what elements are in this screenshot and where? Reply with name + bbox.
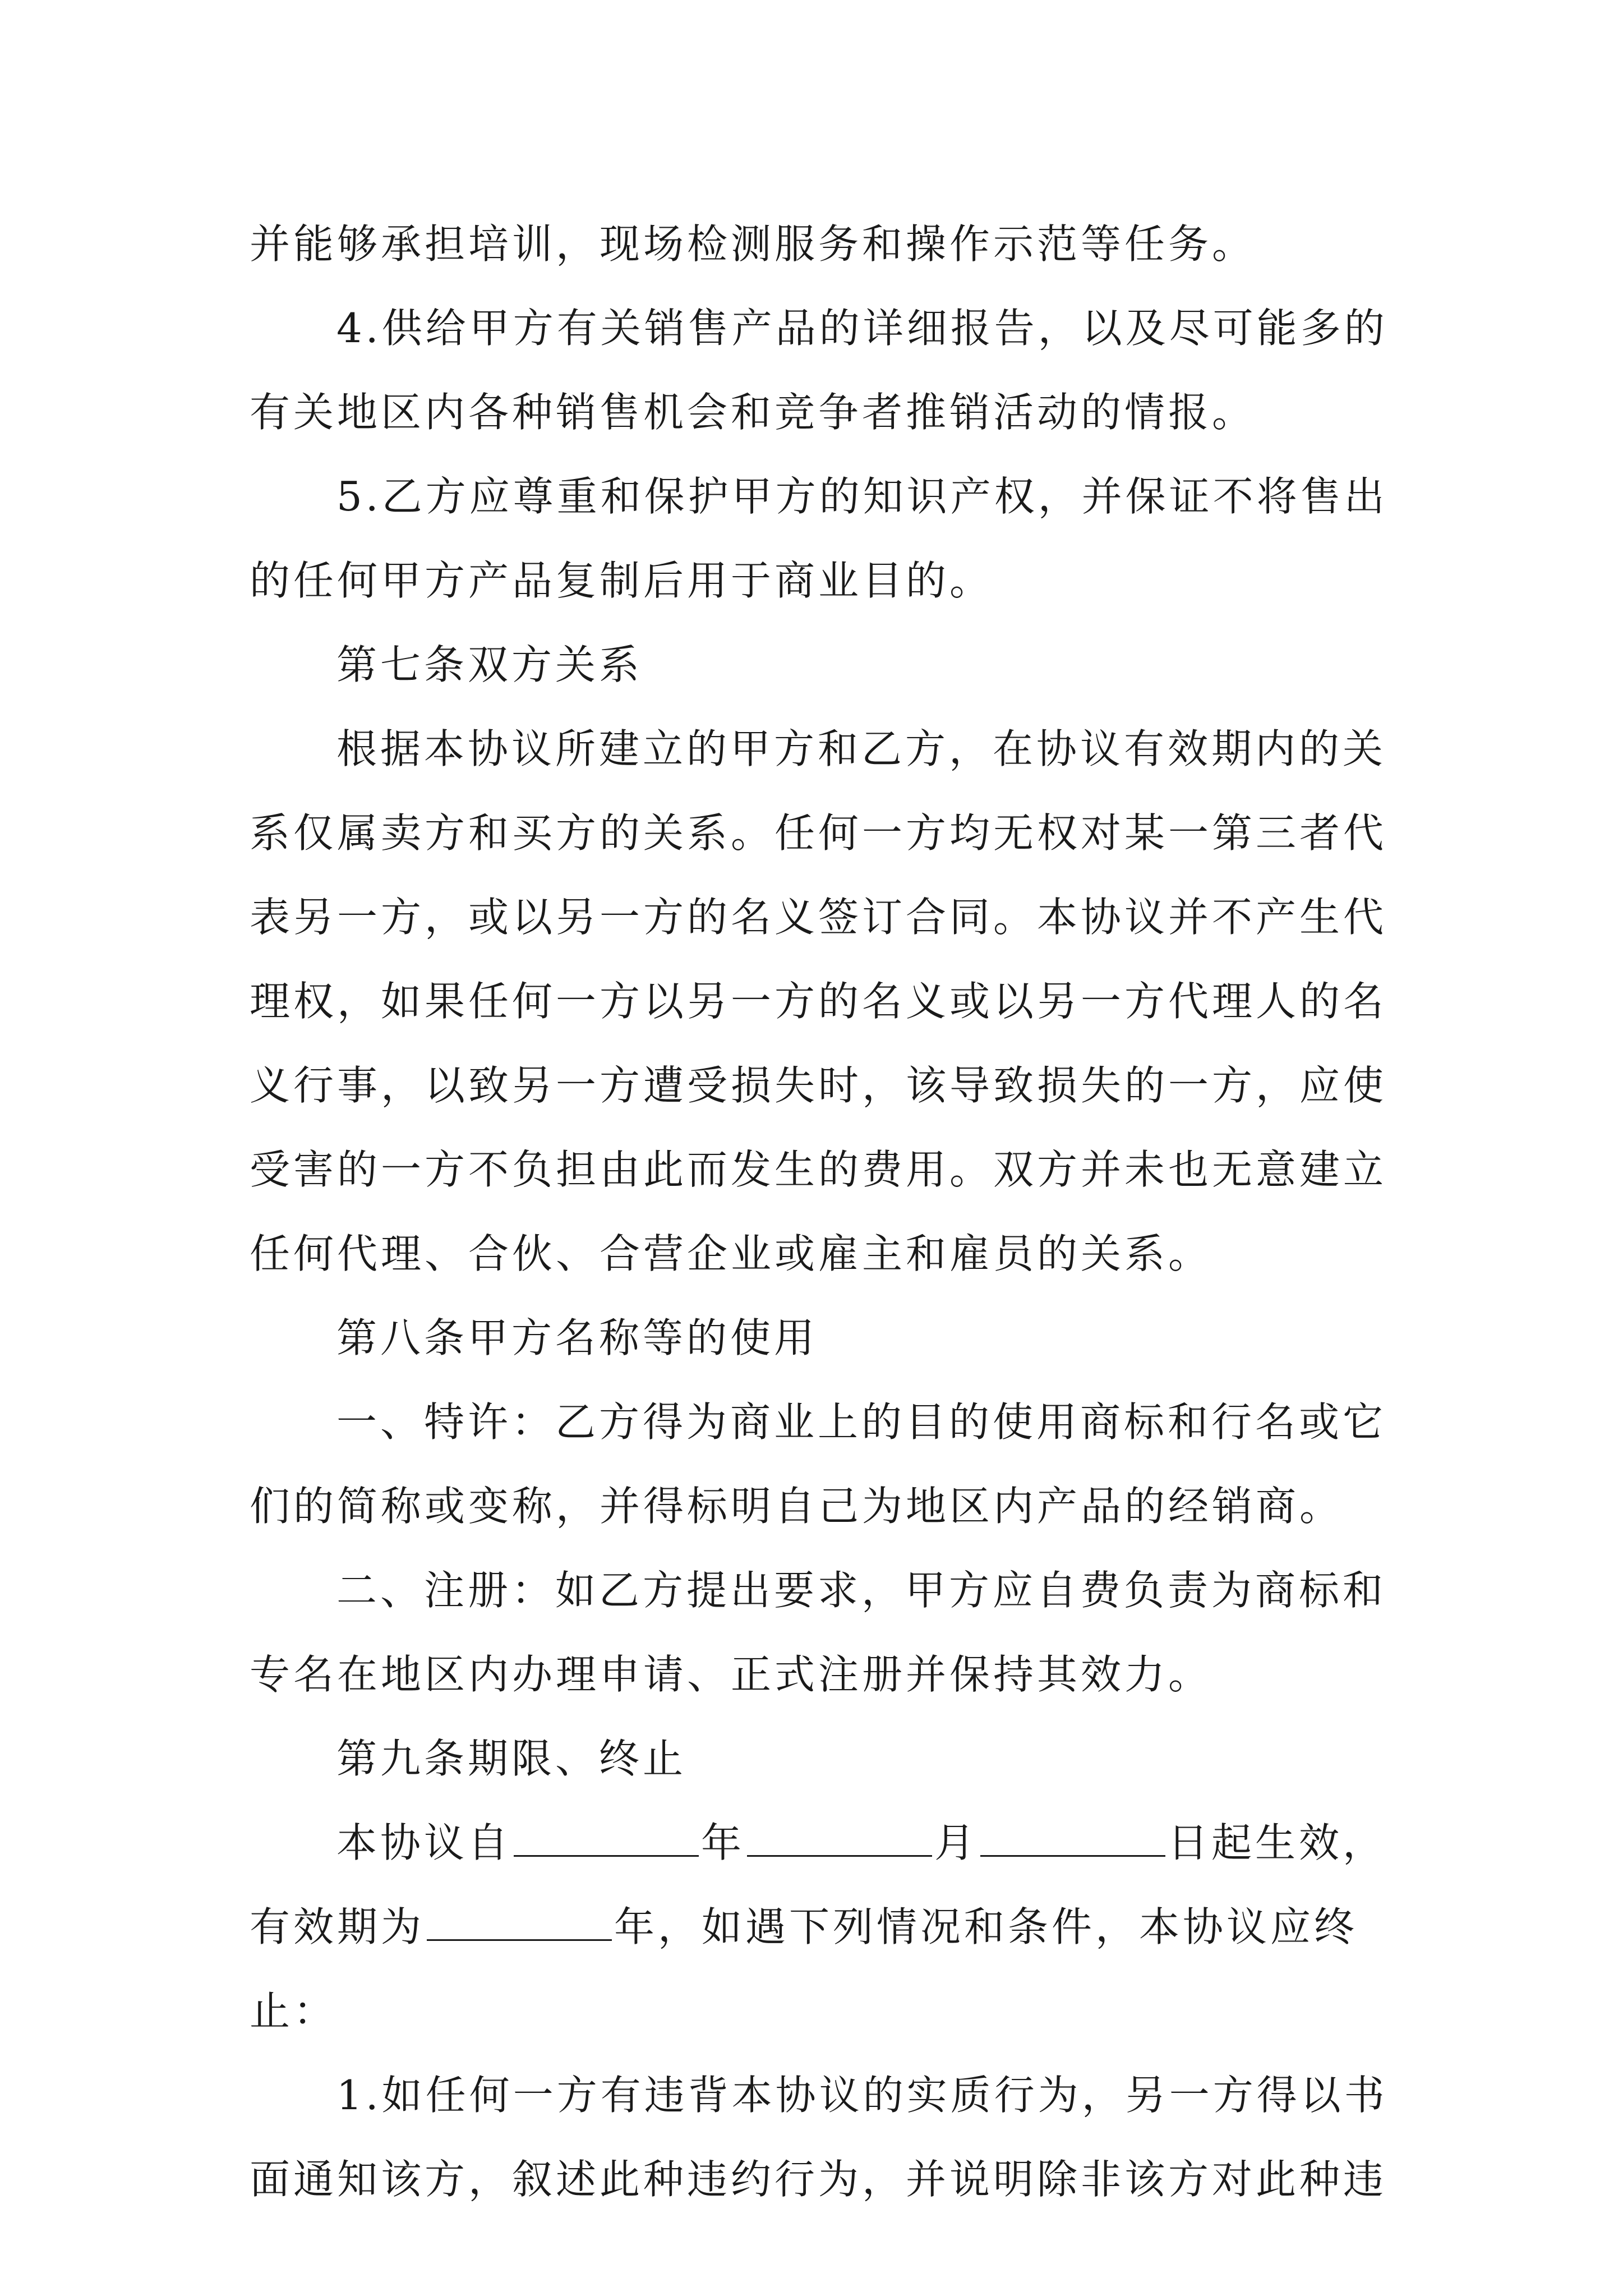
month-label: 月 (934, 1819, 979, 1866)
paragraph-line: 一、特许：乙方得为商业上的目的使用商标和行名或它 (336, 1398, 1387, 1446)
year-blank (514, 1852, 699, 1857)
paragraph-line: 的任何甲方产品复制后用于商业目的。 (250, 557, 994, 604)
paragraph-line: 二、注册：如乙方提出要求，甲方应自费负责为商标和 (336, 1567, 1387, 1614)
paragraph-line: 面通知该方，叙述此种违约行为，并说明除非该方对此种违 (250, 2156, 1387, 2203)
term-suffix: 年，如遇下列情况和条件，本协议应终 (614, 1903, 1358, 1950)
section-heading: 第七条双方关系 (336, 641, 643, 688)
term-blank (427, 1936, 612, 1941)
paragraph-line: 5.乙方应尊重和保护甲方的知识产权，并保证不将售出 (336, 473, 1388, 520)
year-label: 年 (701, 1819, 745, 1866)
paragraph-line: 表另一方，或以另一方的名义签订合同。本协议并不产生代 (250, 894, 1387, 941)
effective-suffix: 日起生效， (1168, 1819, 1387, 1866)
effective-prefix: 本协议自 (336, 1819, 512, 1866)
paragraph-line: 义行事，以致另一方遭受损失时，该导致损失的一方，应使 (250, 1062, 1387, 1109)
paragraph-line: 任何代理、合伙、合营企业或雇主和雇员的关系。 (250, 1230, 1212, 1277)
paragraph-line: 专名在地区内办理申请、正式注册并保持其效力。 (250, 1651, 1212, 1698)
term-prefix: 有效期为 (250, 1903, 425, 1950)
term-line (250, 1885, 1388, 1969)
paragraph-line: 们的简称或变称，并得标明自己为地区内产品的经销商。 (250, 1483, 1344, 1530)
day-blank (980, 1852, 1165, 1857)
month-blank (747, 1852, 932, 1857)
paragraph-line: 理权，如果任何一方以另一方的名义或以另一方代理人的名 (250, 978, 1387, 1025)
paragraph-line: 止： (250, 1987, 338, 2035)
paragraph-line: 根据本协议所建立的甲方和乙方，在协议有效期内的关 (336, 725, 1387, 772)
section-heading: 第八条甲方名称等的使用 (336, 1314, 818, 1361)
paragraph-line: 4.供给甲方有关销售产品的详细报告，以及尽可能多的 (336, 305, 1388, 352)
paragraph-line: 1.如任何一方有违背本协议的实质行为，另一方得以书 (336, 2072, 1388, 2119)
paragraph-line: 有关地区内各种销售机会和竞争者推销活动的情报。 (250, 389, 1256, 436)
paragraph-line: 系仅属卖方和买方的关系。任何一方均无权对某一第三者代 (250, 809, 1387, 857)
paragraph-line: 并能够承担培训，现场检测服务和操作示范等任务。 (250, 220, 1256, 268)
section-heading: 第九条期限、终止 (336, 1735, 687, 1782)
effective-date-line (336, 1801, 1475, 1885)
paragraph-line: 受害的一方不负担由此而发生的费用。双方并未也无意建立 (250, 1146, 1387, 1193)
